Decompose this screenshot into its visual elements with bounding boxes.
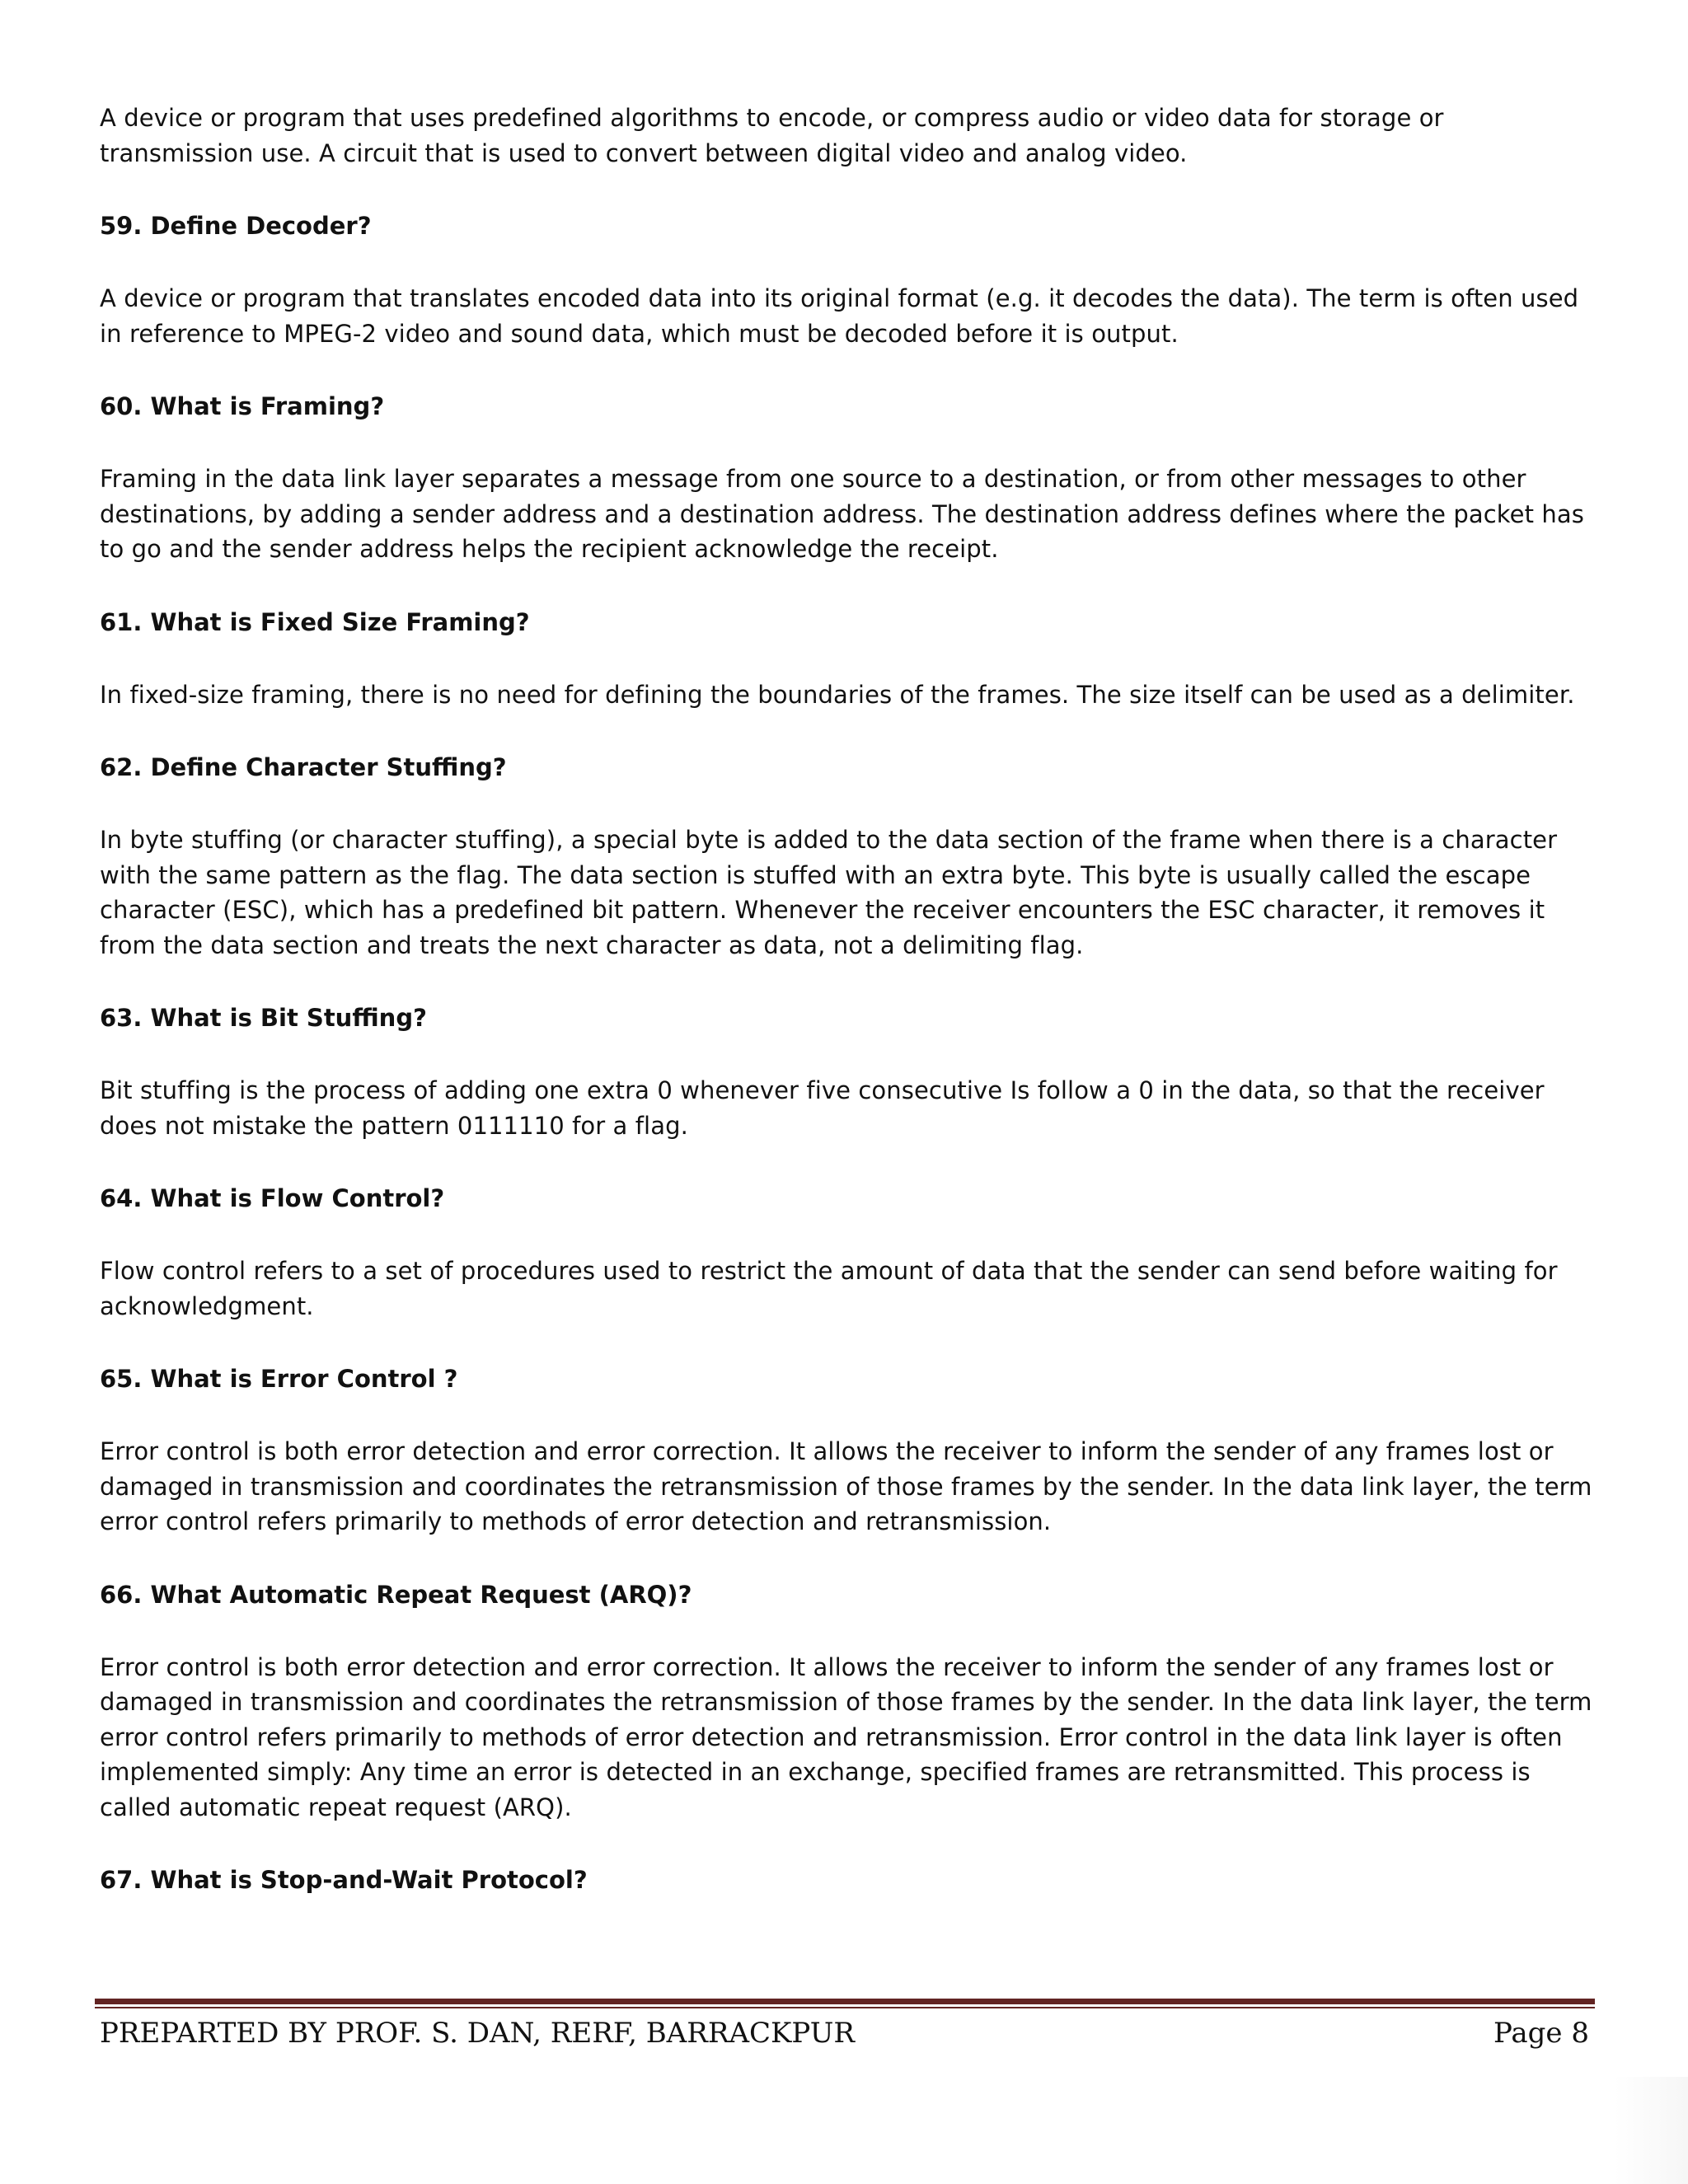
answer-65: Error control is both error detection and error correction. It allows the receiver to inform the sender of any frames lost or damaged in transmission and coordinates the retransmission of those frames by the sender. In the data link layer, the term error control refers primarily to methods of error detection and retransmission. <box>100 1437 1592 1535</box>
question-65-heading: 65. What is Error Control ? <box>100 1365 458 1393</box>
answer-66: Error control is both error detection and error correction. It allows the receiver to inform the sender of any frames lost or damaged in transmission and coordinates the retransmission of those frames by the sender. In the data link layer, the term error control refers primarily to methods of error detection and retransmission. Error control in the data link layer is often implemented simply: Any time an error is detected in an exchange, specified frames are retransmitted. This process is called automatic repeat request (ARQ). <box>100 1652 1592 1821</box>
footer-author: PREPARTED BY PROF. S. DAN, RERF, BARRACKPUR <box>100 2017 855 2050</box>
answer-64: Flow control refers to a set of procedures used to restrict the amount of data that the sender can send before waiting for acknowledgment. <box>100 1257 1558 1320</box>
footer-rule-thick <box>95 1999 1595 2004</box>
page-edge-shadow <box>1614 2077 1688 2184</box>
question-67-heading: 67. What is Stop-and-Wait Protocol? <box>100 1866 588 1894</box>
answer-62: In byte stuffing (or character stuffing), a special byte is added to the data section of the frame when there is a character with the same pattern as the flag. The data section is stuffed with an extra byte. This byte is usually called the escape character (ESC), which has a predefined bit pattern. Whenever the receiver encounters the ESC character, it removes it from the data section and treats the next character as data, not a delimiting flag. <box>100 826 1558 959</box>
answer-60: Framing in the data link layer separates a message from one source to a destination, or from other messages to other destinations, by adding a sender address and a destination address. The destination address defines where the packet has to go and the sender address helps the recipient acknowledge the receipt. <box>100 465 1584 563</box>
answer-59: A device or program that translates encoded data into its original format (e.g. it decodes the data). The term is often used in reference to MPEG-2 video and sound data, which must be decoded before it is output. <box>100 284 1579 348</box>
question-66-heading: 66. What Automatic Repeat Request (ARQ)? <box>100 1580 692 1609</box>
footer-rule-thin <box>95 2007 1595 2008</box>
question-64-heading: 64. What is Flow Control? <box>100 1184 445 1212</box>
answer-63: Bit stuffing is the process of adding one extra 0 whenever five consecutive Is follow a 0 in the data, so that the receiver does not mistake the pattern 0111110 for a flag. <box>100 1076 1545 1140</box>
page-content <box>100 101 1593 1935</box>
footer-page-number: Page 8 <box>1493 2017 1589 2050</box>
question-61-heading: 61. What is Fixed Size Framing? <box>100 607 530 636</box>
question-60-heading: 60. What is Framing? <box>100 392 385 420</box>
answer-61: In fixed-size framing, there is no need for defining the boundaries of the frames. The size itself can be used as a delimiter. <box>100 680 1575 709</box>
question-62-heading: 62. Define Character Stuffing? <box>100 753 507 781</box>
question-63-heading: 63. What is Bit Stuffing? <box>100 1004 427 1032</box>
paragraph-encoder-answer: A device or program that uses predefined algorithms to encode, or compress audio or video data for storage or transmission use. A circuit that is used to convert between digital video and analog video. <box>100 104 1444 167</box>
question-59-heading: 59. Define Decoder? <box>100 212 372 240</box>
